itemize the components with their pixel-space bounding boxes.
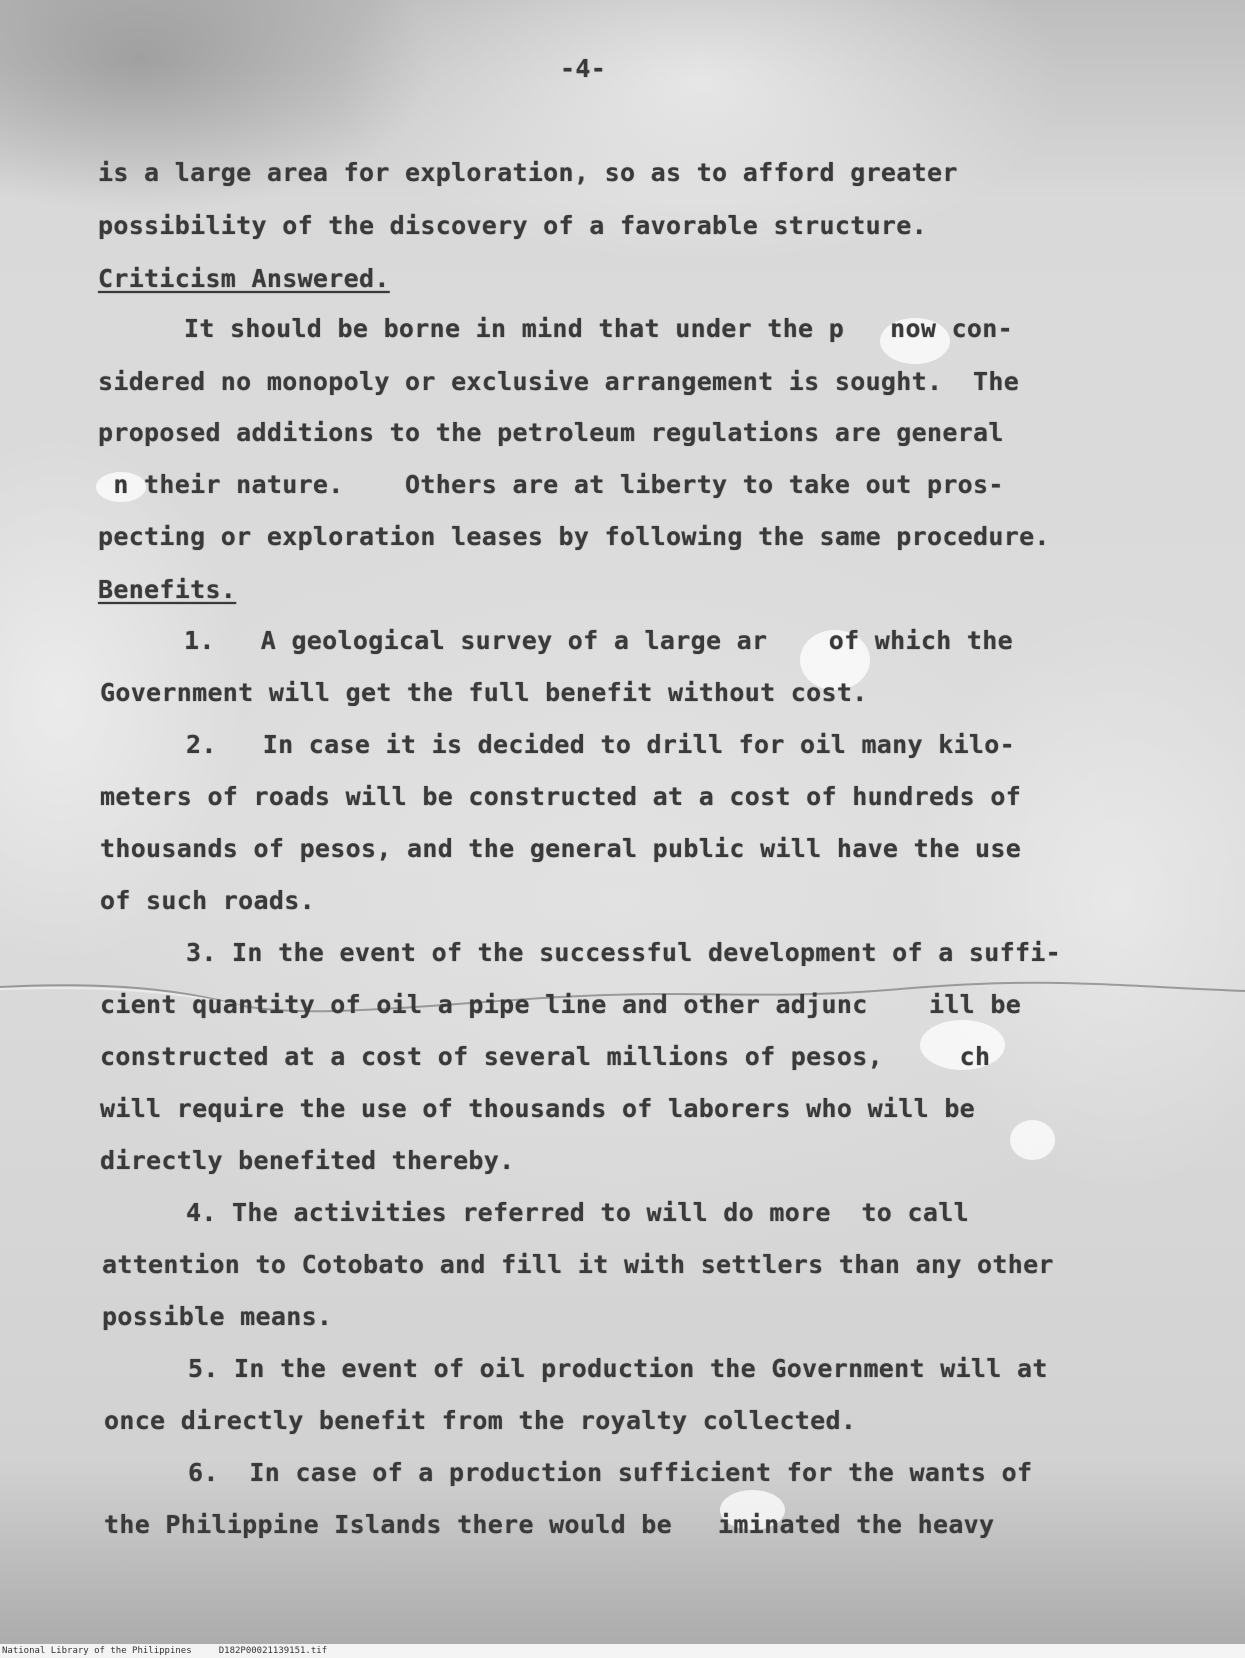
section-heading-benefits: Benefits.	[98, 575, 237, 604]
text-line: 3. In the event of the successful development of a suffi-	[186, 938, 1062, 967]
text-line: 1. A geological survey of a large ar of which the	[184, 626, 1013, 655]
text-line: possible means.	[102, 1302, 333, 1331]
text-line: of such roads.	[100, 886, 315, 915]
text-line: cient quantity of oil a pipe line and other adjunc ill be	[100, 990, 1022, 1019]
text-line: n their nature. Others are at liberty to take out pros-	[98, 470, 1004, 499]
text-line: is a large area for exploration, so as to afford greater	[98, 158, 958, 187]
text-line: 4. The activities referred to will do more to call	[186, 1198, 969, 1227]
text-line: attention to Cotobato and fill it with settlers than any other	[102, 1250, 1054, 1279]
text-line: It should be borne in mind that under the p now con-	[184, 314, 1013, 343]
text-line: will require the use of thousands of laborers who will be	[100, 1094, 976, 1123]
text-line: proposed additions to the petroleum regulations are general	[98, 418, 1004, 447]
text-line: Government will get the full benefit without cost.	[100, 678, 868, 707]
text-line: the Philippine Islands there would be iminated the heavy	[104, 1510, 995, 1539]
section-heading-criticism: Criticism Answered.	[98, 264, 390, 293]
text-line: 6. In case of a production sufficient for the wants of	[188, 1458, 1033, 1487]
text-line: thousands of pesos, and the general public will have the use	[100, 834, 1022, 863]
text-line: once directly benefit from the royalty collected.	[104, 1406, 857, 1435]
text-line: 5. In the event of oil production the Government will at	[188, 1354, 1048, 1383]
archive-footer: National Library of the Philippines D182P00021139151.tif	[0, 1644, 1245, 1658]
text-line: pecting or exploration leases by following the same procedure.	[98, 522, 1050, 551]
text-line: 2. In case it is decided to drill for oil many kilo-	[186, 730, 1015, 759]
text-line: meters of roads will be constructed at a cost of hundreds of	[100, 782, 1022, 811]
page-number: -4-	[560, 54, 607, 83]
text-line: possibility of the discovery of a favorable structure.	[98, 211, 927, 240]
text-line: directly benefited thereby.	[100, 1146, 515, 1175]
text-line: constructed at a cost of several millions of pesos, ch	[100, 1042, 991, 1071]
paper-stain	[1010, 1120, 1055, 1160]
text-line: sidered no monopoly or exclusive arrangement is sought. The	[98, 367, 1020, 396]
